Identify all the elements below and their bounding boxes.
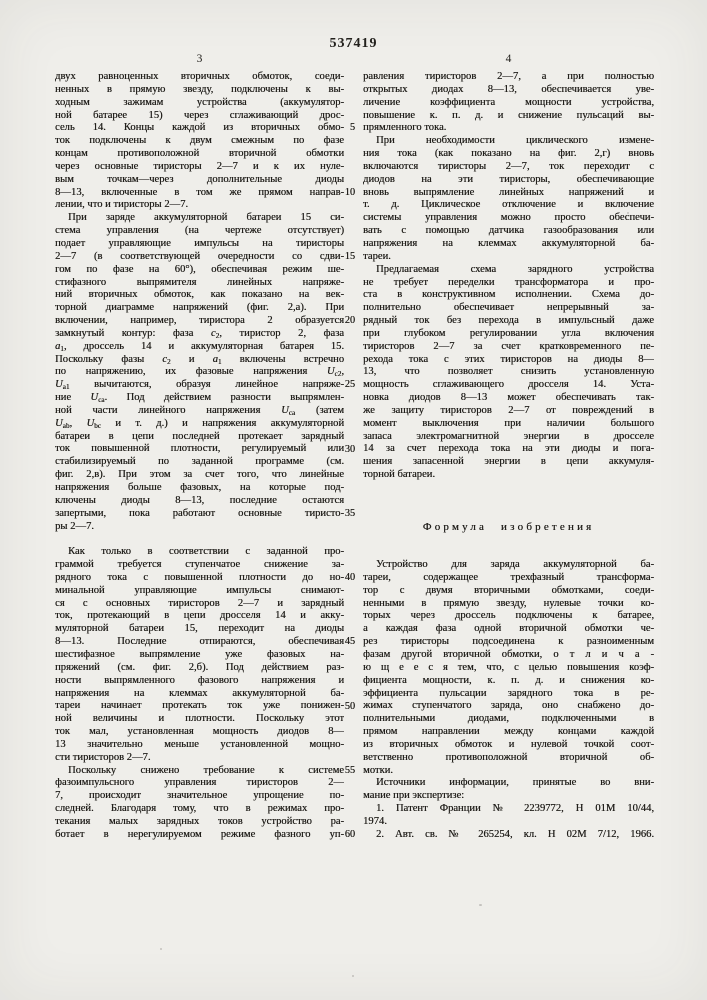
- text-line: ной батарее 15) через сглаживающий дрос-: [55, 109, 344, 121]
- text-line: из вторичных обмоток и нулевой точкой соот-: [363, 738, 654, 750]
- text-line: ботает в нерегулируемом режиме фазного уп-: [55, 828, 344, 840]
- text-line: мощность сглаживающего дросселя 14. Уста-: [363, 379, 654, 391]
- text-line: следней. Благодаря тому, что в режимах про-: [55, 803, 344, 815]
- text-line: текания малых зарядных токов устройство ра-: [55, 815, 344, 827]
- text-line: сель 14. Концы каждой из вторичных обмо-: [55, 122, 344, 134]
- patent-number: 537419: [329, 36, 378, 51]
- text-line: гом по фазе на 60°), обеспечивая режим ше-: [55, 263, 344, 275]
- text-line: ю щ е е с я тем, что, с целью повышения коэф-: [363, 661, 654, 673]
- text-line: батареи в цепи последней протекает зарядный: [55, 430, 344, 442]
- text-line: торной батареи.: [363, 469, 435, 481]
- text-line: фиг. 2,в). При этом за счет того, что линейные: [55, 469, 344, 481]
- text-line: через основные тиристоры 2—7 и к их нуле-: [55, 160, 344, 172]
- text-line: граммой требуется ступенчатое снижение за-: [55, 559, 344, 571]
- text-line: мотки.: [363, 764, 393, 776]
- text-line: $a_1$, дроссель 14 и аккумуляторная батарея 15.: [55, 340, 344, 353]
- text-line: ток, протекающий в цепи дросселя 14 и акку-: [55, 610, 344, 622]
- text-line: пряжений (см. фиг. 2,б). Под действием раз-: [55, 661, 344, 673]
- text-line: рядного тока с повышенной плотности до но-: [55, 571, 344, 583]
- text-line: торых через дроссель подключены к батарее,: [363, 610, 654, 622]
- text-line: Предлагаемая схема зарядного устройства: [376, 263, 654, 275]
- page-number-left: 3: [196, 53, 203, 65]
- blank-line: [363, 495, 654, 508]
- text-line: фициента мощности, к. п. д. и снижения ко-: [363, 674, 654, 686]
- text-line: вать с помощью датчика газообразования или: [363, 225, 654, 237]
- text-line: фазам другой вторичной обмотки, о т л и ч а -: [363, 648, 654, 660]
- text-line: концам противоположной вторичной обмотки: [55, 148, 344, 160]
- text-line: При заряде аккумуляторной батареи 15 си-: [68, 212, 344, 224]
- formula-section-heading: Формула изобретения: [422, 520, 595, 533]
- text-line: открытых диодах 8—13, обеспечивается уве-: [363, 83, 654, 95]
- text-line: замкнутый контур: фаза $c_2$, тиристор 2, фаза: [55, 327, 344, 340]
- text-line: равления тиристоров 2—7, а при полностью: [363, 71, 654, 82]
- text-line: Поскольку снижено требование к системе: [68, 764, 344, 776]
- text-line: системы управления можно просто обеспечи-: [363, 212, 654, 224]
- text-line: личение коэффициента мощности устройства,: [363, 96, 654, 108]
- text-line: включении, например, тиристора 2 образуется: [55, 315, 344, 327]
- blank-line: [363, 482, 654, 495]
- text-line: включаются тиристоры 2—7, ток переходит с: [363, 160, 654, 172]
- text-line: 13, что позволяет снизить установленную: [363, 366, 654, 378]
- text-line: момент выключения при наличии большого: [363, 417, 654, 429]
- text-line: ключены диоды 8—13, последние остаются: [55, 494, 344, 506]
- text-line: фазоимпульсного управления тиристоров 2—: [55, 777, 344, 789]
- gutter-line-number: 35: [344, 507, 355, 519]
- text-line: ток подключены к двум смежным по фазе: [55, 135, 344, 147]
- blank-line: [55, 533, 344, 546]
- gutter-line-number: 60: [344, 829, 355, 841]
- text-line: ния тока (как показано на фиг. 2,г) вновь: [363, 148, 654, 160]
- text-line: 1974.: [363, 815, 387, 827]
- text-line: ры 2—7.: [55, 520, 94, 532]
- gutter-line-number: 40: [344, 572, 355, 584]
- text-line: тареи, содержащее трехфазный трансформа-: [363, 571, 654, 583]
- text-line: Как только в соответствии с заданной про-: [68, 546, 344, 558]
- line-number-gutter: [330, 0, 355, 1000]
- text-line: ста в конструктивном исполнении. Схема до-: [363, 289, 654, 301]
- gutter-line-number: 30: [344, 443, 355, 455]
- text-line: 2. Авт. св. № 265254, кл. Н 02М 7/12, 1966.: [376, 828, 654, 840]
- text-line: вновь выпрямление линейных напряжений и: [363, 186, 654, 198]
- text-line: 1. Патент Франции № 2239772, Н 01М 10/44,: [376, 803, 654, 815]
- text-line: при глубоком регулировании угла включения: [363, 327, 654, 339]
- text-line: ветственно противоположной вторичной об-: [363, 751, 654, 763]
- text-line: муляторной батареи 15, переходит на диоды: [55, 623, 344, 635]
- scan-speck: [479, 904, 482, 906]
- text-line: жимах ступенчатого заряда, оно снабжено до-: [363, 700, 654, 712]
- gutter-line-number: 45: [344, 636, 355, 648]
- gutter-line-number: 10: [344, 186, 355, 198]
- text-line: стифазного выпрямителя линейных напряже-: [55, 276, 344, 288]
- gutter-line-number: 25: [344, 379, 355, 391]
- text-line: т. д. Циклическое отключение и включение: [363, 199, 654, 211]
- text-line: рехода тока с этих тиристоров на диоды 8—: [363, 353, 654, 365]
- text-line: полнительными диодами, подключенными в: [363, 713, 654, 725]
- text-line: эффициента пульсации зарядного тока в ре-: [363, 687, 654, 699]
- text-line: При необходимости циклического измене-: [376, 135, 654, 147]
- gutter-line-number: 20: [344, 315, 355, 327]
- text-line: лении, что и тиристоры 2—7.: [55, 199, 189, 211]
- scan-speck: [352, 975, 354, 977]
- text-line: $U_{a1}$ вычитаются, образуя линейное напряже-: [55, 379, 344, 392]
- text-line: ток повышенной плотности, регулируемый или: [55, 443, 344, 455]
- text-line: Устройство для заряда аккумуляторной ба-: [376, 559, 654, 571]
- text-line: 7, происходит значительное упрощение по-: [55, 790, 344, 802]
- text-line: ности выпрямленного фазового напряжения и: [55, 674, 344, 686]
- gutter-line-number: 15: [344, 250, 355, 262]
- blank-line: [363, 546, 654, 559]
- text-line: стема управления (на чертеже отсутствует): [55, 225, 344, 237]
- text-line: диодов на эти тиристоры, обеспечивающие: [363, 173, 654, 185]
- scan-speck: [627, 212, 629, 214]
- text-line: сти тиристоров 2—7.: [55, 751, 151, 763]
- text-line: ной величины и плотности. Поскольку этот: [55, 713, 344, 725]
- text-line: напряжения больше фазовых, на которые под-: [55, 482, 344, 493]
- text-line: тор с двумя вторичными обмотками, соеди-: [363, 584, 654, 596]
- page-number-right: 4: [505, 53, 512, 65]
- text-line: прямом направлении между концами каждой: [363, 726, 654, 738]
- scan-speck: [160, 948, 162, 950]
- gutter-line-number: 5: [349, 122, 355, 134]
- text-line: повышение к. п. д. и снижение пульсаций вы-: [363, 109, 654, 121]
- text-line: запертыми, пока работают основные тиристо-: [55, 507, 344, 519]
- text-line: $U_{ab}$, $U_{bc}$ и т. д.) и напряжения аккумуляторной: [55, 417, 344, 430]
- gutter-line-number: 55: [344, 764, 355, 776]
- scan-speck: [640, 420, 642, 423]
- text-line: полнительно обеспечивает непрерывный за-: [363, 302, 654, 314]
- text-line: вым точкам—через дополнительные диоды: [55, 173, 344, 185]
- text-line: напряжения на клеммах аккумуляторной ба-: [363, 237, 654, 249]
- text-line: рядный ток без перехода в импульсный даже: [363, 315, 654, 327]
- text-line: Поскольку фазы $c_2$ и $a_1$ включены встречно: [55, 353, 344, 366]
- text-line: ток мал, установленная мощность диодов 8—: [55, 726, 344, 738]
- text-line: тареи.: [363, 250, 391, 262]
- text-line: ненных в прямую звезду, подключены к вы-: [55, 83, 344, 95]
- text-line: же защиту тиристоров 2—7 от повреждений в: [363, 404, 654, 416]
- gutter-line-number: 50: [344, 700, 355, 712]
- text-line: ненными в прямую звезду, нулевые точки ко-: [363, 597, 654, 609]
- text-line: 8—13, включенные в том же прямом направ-: [55, 186, 344, 198]
- text-line: стабилизируемый по заданной программе (см.: [55, 456, 344, 468]
- text-line: шестифазное выпрямление уже фазовых на-: [55, 648, 344, 660]
- text-line: тареи начинает протекать ток уже понижен-: [55, 700, 344, 712]
- text-line: тиристоров 2—7 за счет кратковременного пе-: [363, 340, 654, 352]
- text-line: запаса электромагнитной энергии в дросселе: [363, 430, 654, 442]
- right-text-column: [363, 71, 654, 842]
- text-line: минальной управляющие импульсы снимают-: [55, 584, 344, 596]
- text-line: 13 значительно меньше установленной мощно-: [55, 738, 344, 750]
- text-line: ся с основных тиристоров 2—7 и зарядный: [55, 597, 344, 609]
- text-line: ние $U_{ca}$. Под действием разности выпрямлен-: [55, 392, 344, 405]
- text-line: шения запасенной энергии в цепи аккумуля-: [363, 456, 654, 468]
- text-line: не требует переделки трансформатора и про-: [363, 276, 654, 288]
- text-line: двух равноценных вторичных обмоток, соеди-: [55, 71, 344, 82]
- text-line: подает управляющие импульсы на тиристоры: [55, 237, 344, 249]
- text-line: 8—13. Последние отпираются, обеспечивая: [55, 636, 344, 648]
- text-line: торной диаграмме напряжений (фиг. 2,а). При: [55, 302, 344, 314]
- blank-line: [363, 508, 654, 521]
- text-line: ходным зажимам устройства (аккумулятор-: [55, 96, 344, 108]
- text-line: по напряжению, их фазовые напряжения $U_{c2}$,: [55, 366, 344, 379]
- text-line: Источники информации, принятые во вни-: [376, 777, 654, 789]
- text-line: а каждая фаза одной вторичной обмотки че-: [363, 623, 654, 635]
- text-line: новка диодов 8—13 может обеспечивать так-: [363, 392, 654, 404]
- blank-line: [363, 533, 654, 546]
- text-line: 2—7 (в соответствующей очередности со сдви-: [55, 250, 344, 262]
- left-text-column: [55, 71, 344, 842]
- text-line: рез тиристоры подсоединена к разноименным: [363, 636, 654, 648]
- text-line: ний вторичных обмоток, как показано на век-: [55, 289, 344, 301]
- text-line: напряжения на клеммах аккумуляторной ба-: [55, 687, 344, 699]
- text-line: 14 за счет перехода тока на эти диоды и пога-: [363, 443, 654, 455]
- text-line: прямленного тока.: [363, 122, 447, 134]
- text-line: мание при экспертизе:: [363, 790, 465, 802]
- text-line: ной части линейного напряжения $U_{ca}$ (затем: [55, 404, 344, 417]
